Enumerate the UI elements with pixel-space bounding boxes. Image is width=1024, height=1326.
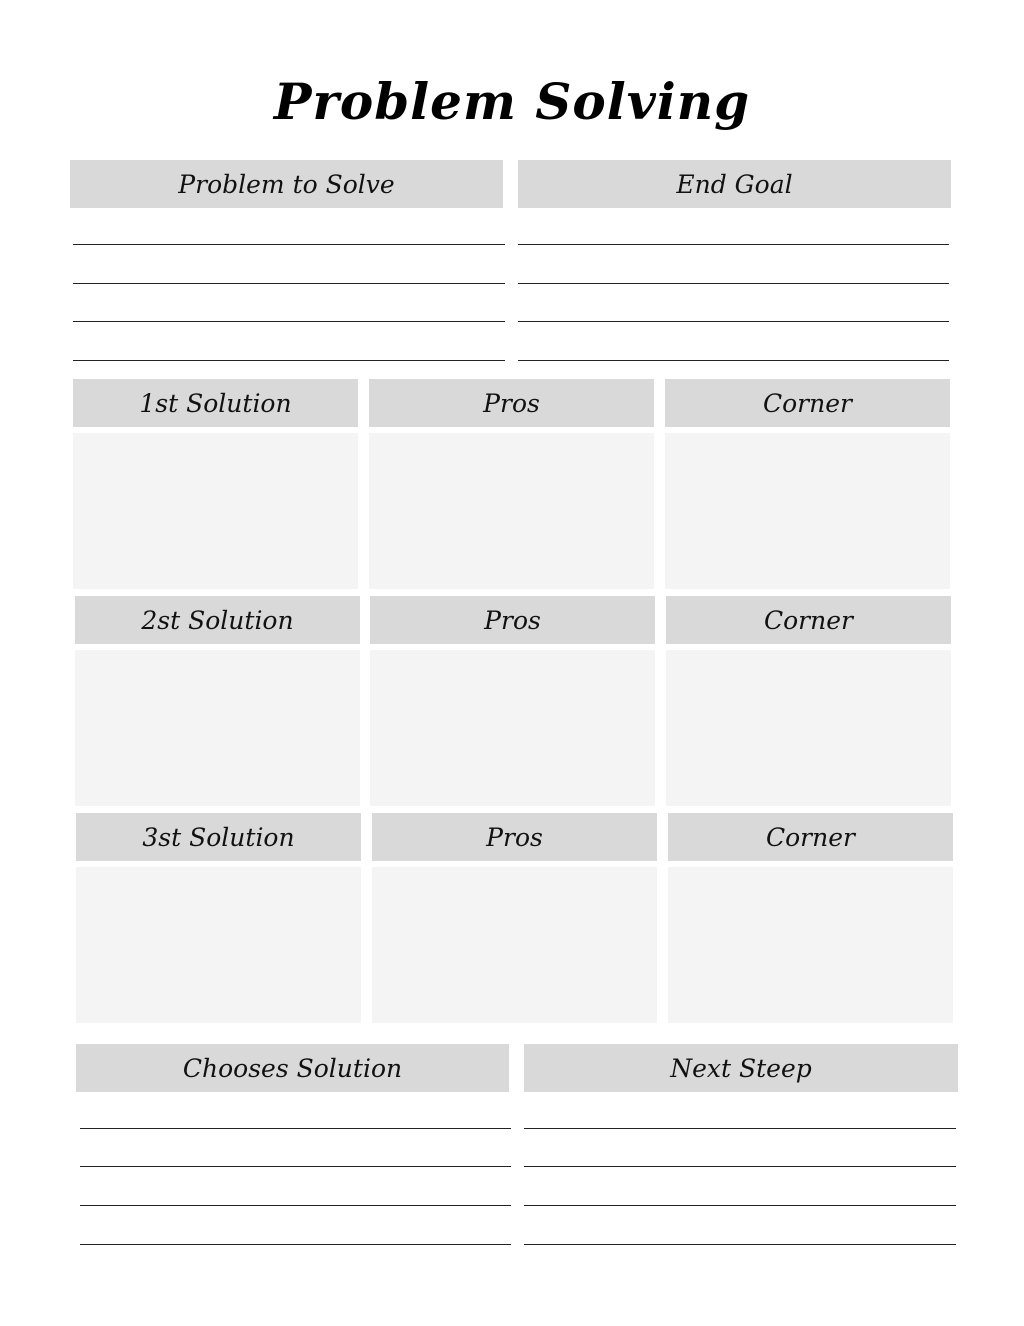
- writing-line[interactable]: [73, 360, 505, 361]
- solution-header-1: 1st Solution: [73, 379, 358, 427]
- writing-line[interactable]: [518, 283, 949, 284]
- writing-line[interactable]: [80, 1166, 511, 1167]
- cons-header-2: Corner: [666, 596, 951, 644]
- cons-box-3[interactable]: [668, 867, 953, 1023]
- writing-line[interactable]: [524, 1166, 956, 1167]
- writing-line[interactable]: [73, 283, 505, 284]
- writing-line[interactable]: [80, 1205, 511, 1206]
- chosen-solution-header: Chooses Solution: [76, 1044, 509, 1092]
- problem-to-solve-header: Problem to Solve: [70, 160, 503, 208]
- writing-line[interactable]: [518, 244, 949, 245]
- writing-line[interactable]: [524, 1244, 956, 1245]
- solution-box-1[interactable]: [73, 433, 358, 589]
- writing-line[interactable]: [73, 321, 505, 322]
- writing-line[interactable]: [73, 244, 505, 245]
- writing-line[interactable]: [518, 360, 949, 361]
- next-step-header: Next Steep: [524, 1044, 958, 1092]
- writing-line[interactable]: [524, 1205, 956, 1206]
- pros-header-1: Pros: [369, 379, 654, 427]
- pros-box-2[interactable]: [370, 650, 655, 806]
- pros-header-2: Pros: [370, 596, 655, 644]
- solution-header-2: 2st Solution: [75, 596, 360, 644]
- writing-line[interactable]: [524, 1128, 956, 1129]
- writing-line[interactable]: [80, 1128, 511, 1129]
- pros-header-3: Pros: [372, 813, 657, 861]
- writing-line[interactable]: [518, 321, 949, 322]
- solution-box-3[interactable]: [76, 867, 361, 1023]
- cons-box-2[interactable]: [666, 650, 951, 806]
- cons-header-3: Corner: [668, 813, 953, 861]
- writing-line[interactable]: [80, 1244, 511, 1245]
- solution-header-3: 3st Solution: [76, 813, 361, 861]
- end-goal-header: End Goal: [518, 160, 951, 208]
- cons-box-1[interactable]: [665, 433, 950, 589]
- cons-header-1: Corner: [665, 379, 950, 427]
- pros-box-3[interactable]: [372, 867, 657, 1023]
- solution-box-2[interactable]: [75, 650, 360, 806]
- pros-box-1[interactable]: [369, 433, 654, 589]
- page-title: Problem Solving: [273, 72, 751, 131]
